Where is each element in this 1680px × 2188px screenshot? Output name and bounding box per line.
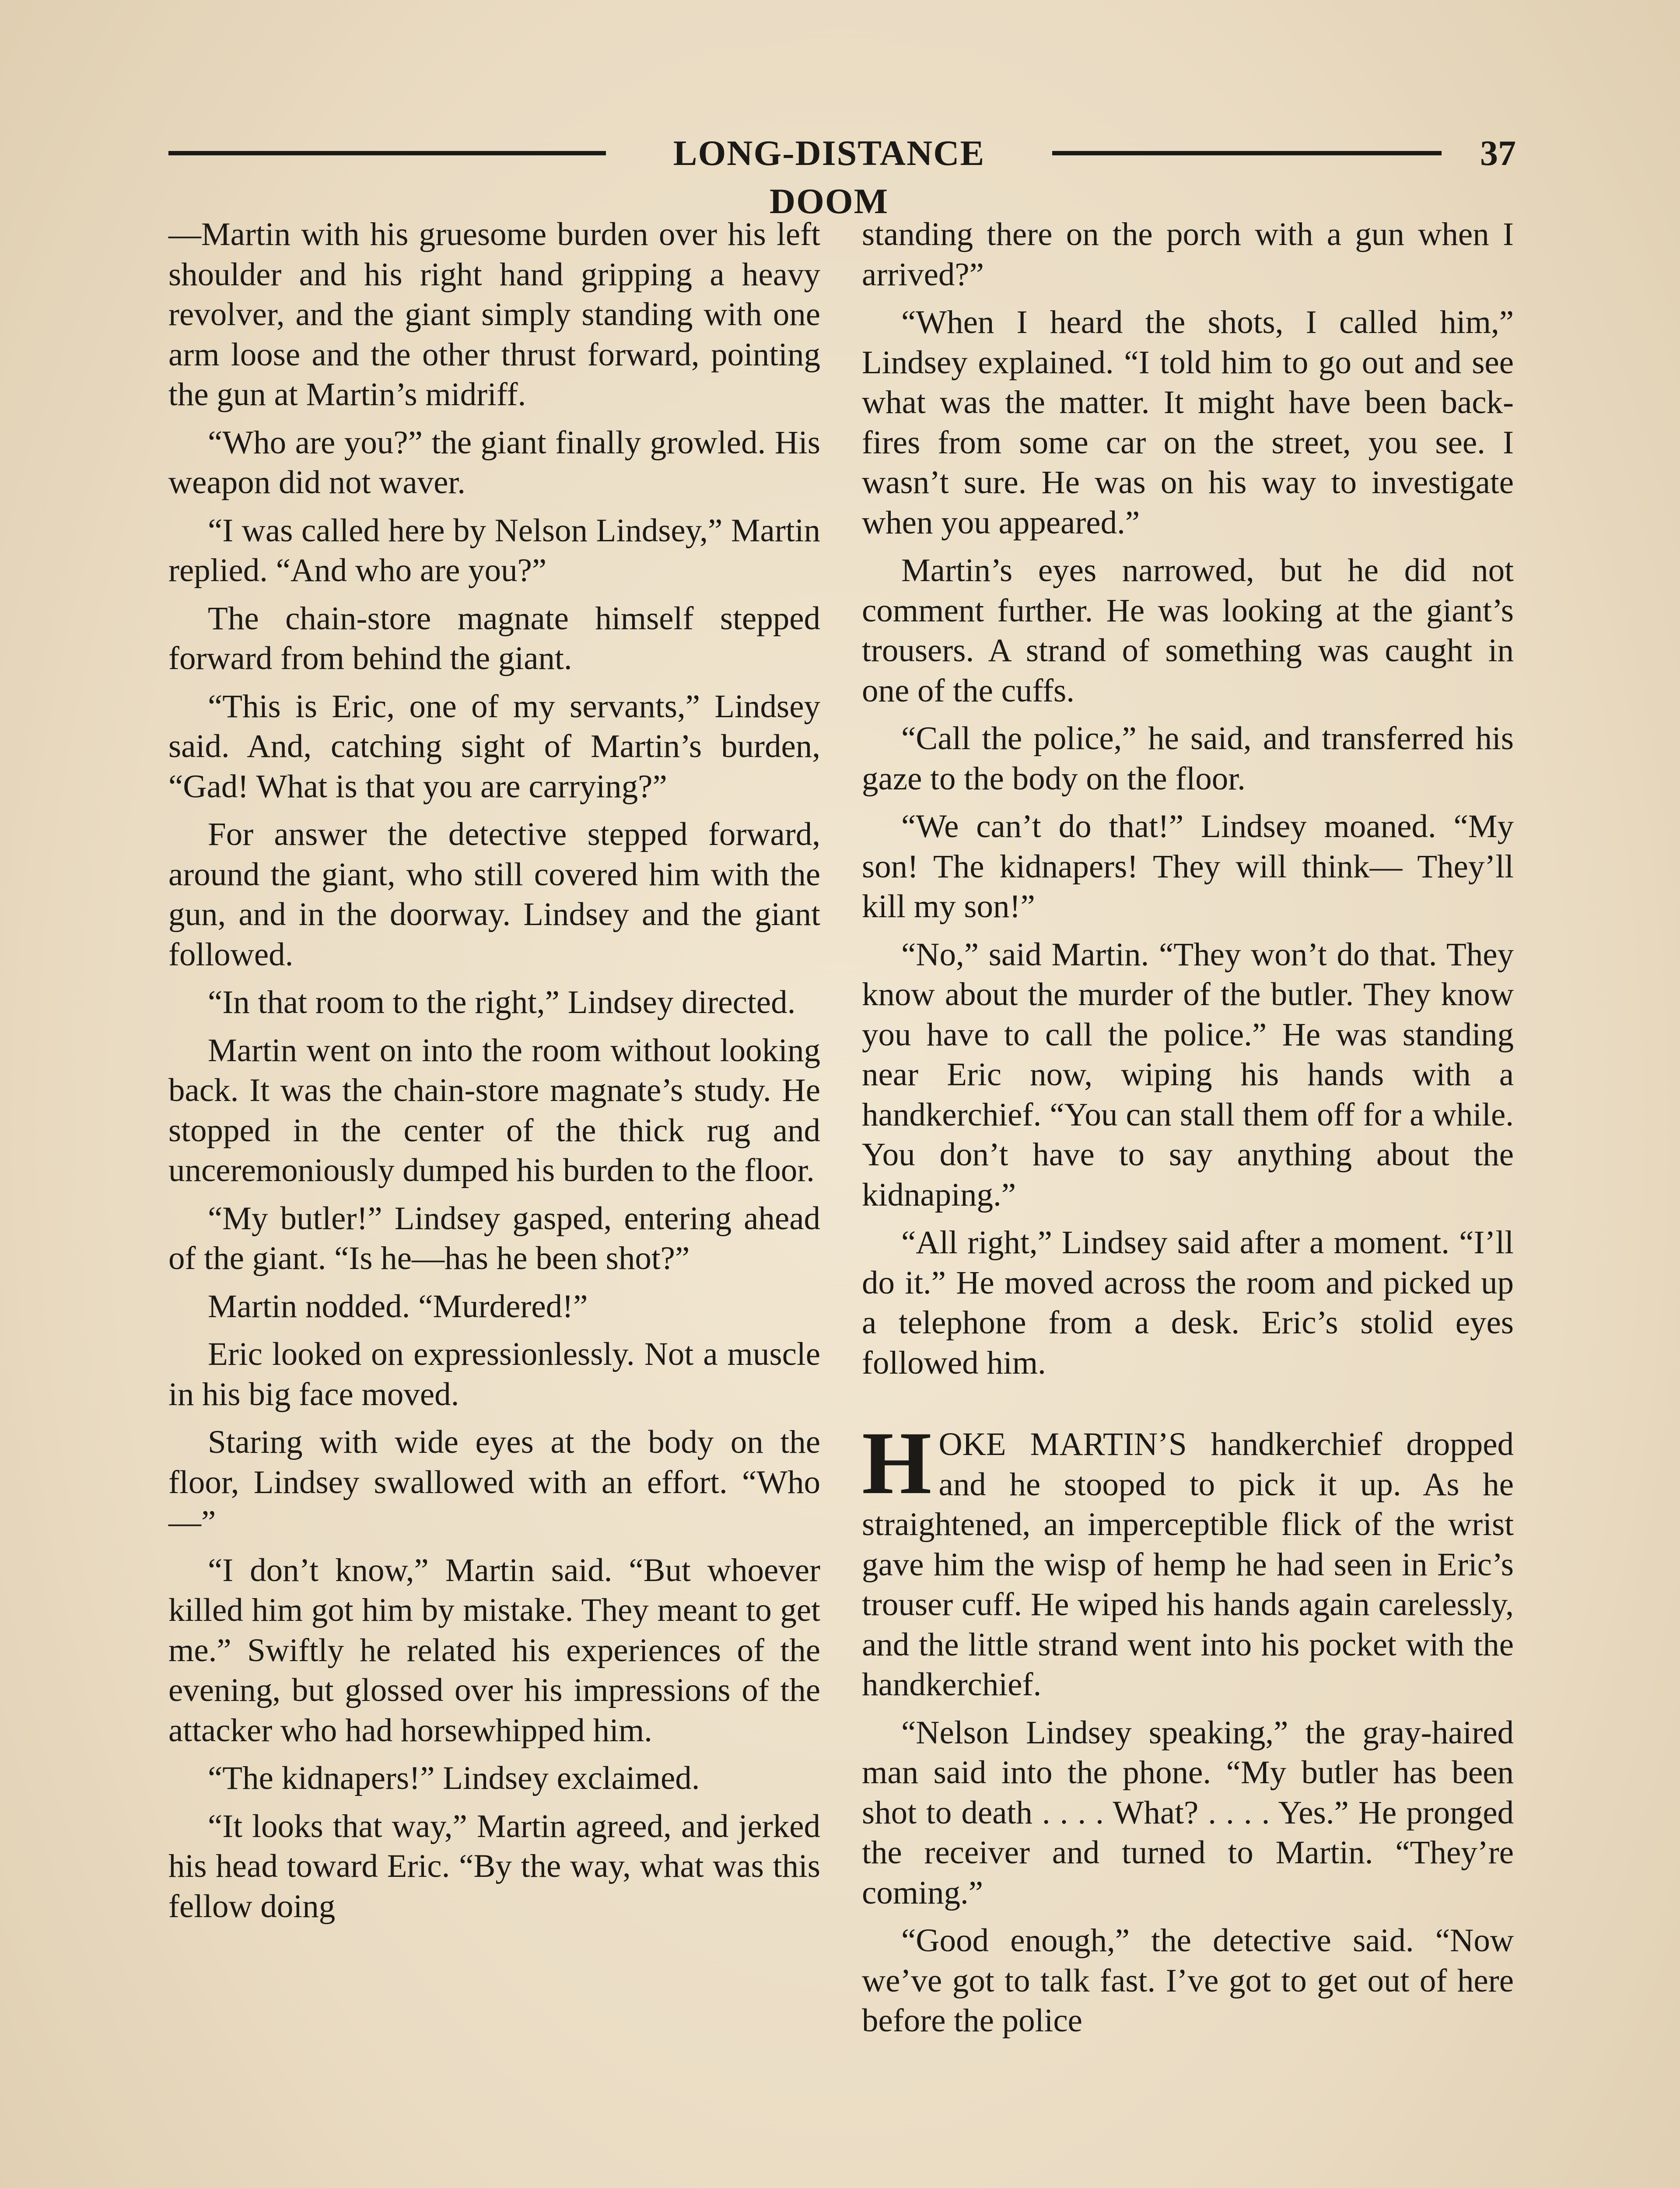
paragraph: Staring with wide eyes at the body on the floor, Lindsey swallowed with an effort. “Who—” (168, 1424, 820, 1540)
paragraph: Martin’s eyes narrowed, but he did not comment further. He was looking at the giant’s trousers. A strand of something was caught in one of the cuffs. (862, 552, 1514, 709)
drop-cap-paragraph-text: OKE MARTIN’S handkerchief dropped and he stooped to pick it up. As he straightened, an imperceptible flick of the wrist gave him the wisp of hemp he had seen in Eric’s trouser cuff. He wiped his hands again carelessly, and the little strand went into his pocket with the handkerchief. (862, 1426, 1514, 1703)
paragraph: “Who are you?” the giant finally growled. His weapon did not waver. (168, 424, 820, 501)
paragraph: “All right,” Lindsey said after a moment. “I’ll do it.” He moved across the room and picked up a telephone from a desk. Eric’s stolid eyes followed him. (862, 1224, 1514, 1381)
header-rule-left (168, 151, 606, 155)
paragraph: “The kidnapers!” Lindsey exclaimed. (208, 1760, 700, 1796)
paragraph: “Call the police,” he said, and transferred his gaze to the body on the floor. (862, 720, 1514, 797)
paragraph: Martin nodded. “Murdered!” (208, 1288, 588, 1325)
paragraph: —Martin with his gruesome burden over his left shoulder and his right hand gripping a heavy revolver, and the giant simply standing with one arm loose and the other thrust forward, pointing the gun at Martin’s midriff. (168, 216, 820, 413)
paragraph: “When I heard the shots, I called him,” Lindsey explained. “I told him to go out and see what was the matter. It might have been back-fires from some car on the street, you see. I wasn’t sure. He was on his way to investigate when you appeared.” (862, 304, 1514, 541)
running-header (168, 129, 1516, 221)
paragraph: Martin went on into the room without looking back. It was the chain-store magnate’s study. He stopped in the center of the thick rug and unceremoniously dumped his burden to the floor. (168, 1032, 820, 1189)
paragraph: “In that room to the right,” Lindsey directed. (208, 984, 796, 1020)
left-column (168, 214, 820, 1934)
paragraph: “No,” said Martin. “They won’t do that. They know about the murder of the butler. They know you have to call the police.” He was standing near Eric now, wiping his hands with a handkerchief. “You can stall them off for a while. You don’t have to say anything about the kidnaping.” (862, 936, 1514, 1213)
paragraph: “Nelson Lindsey speaking,” the gray-haired man said into the phone. “My butler has been shot to death . . . . What? . . . . Yes.” He pronged the receiver and turned to Martin. “They’re coming.” (862, 1714, 1514, 1911)
header-rule-right (1052, 151, 1442, 155)
right-column (862, 214, 1514, 2049)
story-title: LONG-DISTANCE DOOM (673, 133, 985, 221)
paragraph: “I was called here by Nelson Lindsey,” Martin replied. “And who are you?” (168, 512, 820, 589)
paragraph: Eric looked on expressionlessly. Not a muscle in his big face moved. (168, 1336, 820, 1413)
section-opening-paragraph (862, 1413, 1514, 1705)
paragraph: For answer the detective stepped forward, around the giant, who still covered him with the gun, and in the doorway. Lindsey and the giant followed. (168, 816, 820, 973)
paragraph: “I don’t know,” Martin said. “But whoever killed him got him by mistake. They meant to get me.” Swiftly he related his experiences of the evening, but glossed over his impressions of the attacker who had horsewhipped him. (168, 1552, 820, 1749)
page-number: 37 (1480, 133, 1516, 173)
paragraph: “This is Eric, one of my servants,” Lindsey said. And, catching sight of Martin’s burden, “Gad! What is that you are carrying?” (168, 688, 820, 805)
paragraph: “My butler!” Lindsey gasped, entering ahead of the giant. “Is he—has he been shot?” (168, 1200, 820, 1276)
drop-cap: H (862, 1413, 932, 1513)
paragraph: “We can’t do that!” Lindsey moaned. “My son! The kidnapers! They will think— They’ll kill my son!” (862, 808, 1514, 925)
paragraph: “Good enough,” the detective said. “Now we’ve got to talk fast. I’ve got to get out of here before the police (862, 1922, 1514, 2039)
paragraph: standing there on the porch with a gun when I arrived?” (862, 216, 1514, 293)
paragraph: “It looks that way,” Martin agreed, and jerked his head toward Eric. “By the way, what was this fellow doing (168, 1808, 820, 1925)
paragraph: The chain-store magnate himself stepped forward from behind the giant. (168, 600, 820, 677)
